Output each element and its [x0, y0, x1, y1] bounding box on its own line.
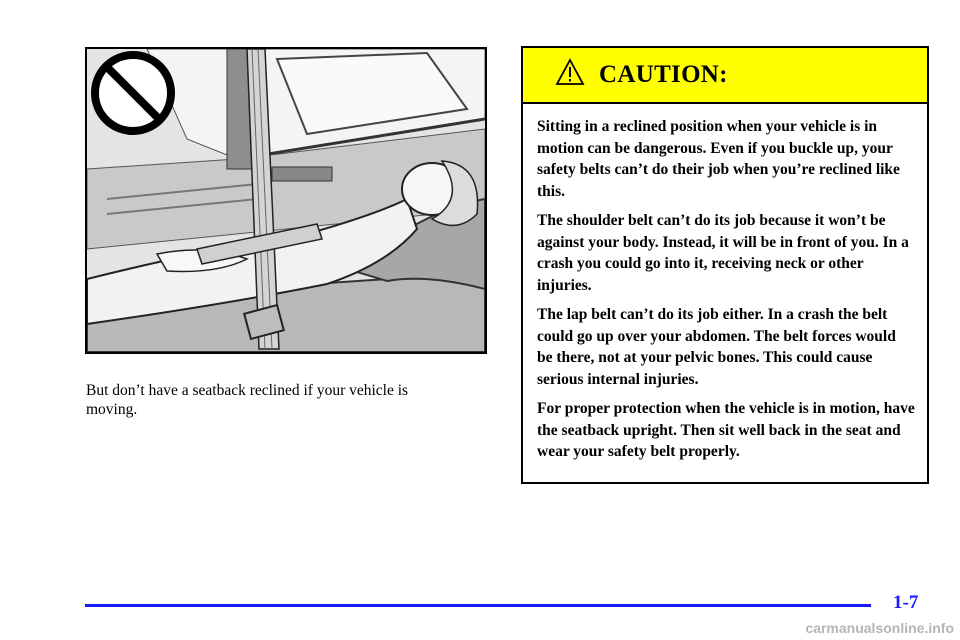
prohibition-icon [95, 55, 171, 131]
caution-paragraph: The lap belt can’t do its job either. In a crash the belt could go up over your abdomen. The belt forces would be there, not at your pelvic bones. This could cause serious internal injuries. [537, 306, 896, 388]
caution-body [523, 104, 927, 463]
caution-paragraph: For proper protection when the vehicle is in motion, have the seatback upright. Then sit well back in the seat and wear your safety belt properly. [537, 400, 915, 460]
caution-paragraph: The shoulder belt can’t do its job because it won’t be against your body. Instead, it will be in front of you. In a crash you could go into it, receiving neck or other injuries. [537, 212, 909, 294]
body-text: But don’t have a seatback reclined if your vehicle is moving. [86, 382, 409, 418]
watermark: carmanualsonline.info [805, 620, 954, 636]
footer-rule [85, 604, 871, 607]
caution-box [521, 46, 929, 484]
warning-triangle-icon [555, 58, 585, 86]
caution-title: CAUTION: [599, 61, 728, 88]
caution-header [523, 48, 927, 104]
reclined-seat-illustration [85, 47, 487, 354]
page-number: 1-7 [893, 592, 919, 613]
caution-paragraph: Sitting in a reclined position when your vehicle is in motion can be dangerous. Even if you buckle up, your safety belts can’t do their job when you’re reclined like this. [537, 118, 900, 200]
